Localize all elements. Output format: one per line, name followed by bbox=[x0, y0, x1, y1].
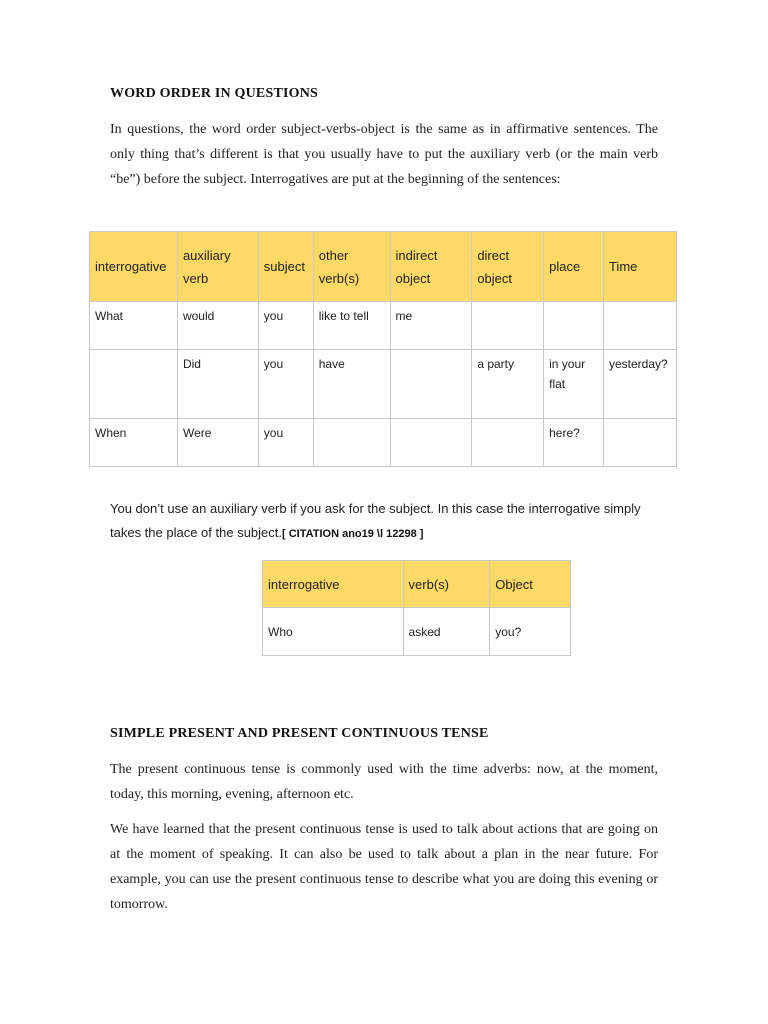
table-cell bbox=[603, 302, 676, 350]
header-indirect-object: indirect object bbox=[390, 232, 472, 302]
table-cell: like to tell bbox=[313, 302, 390, 350]
table-cell: me bbox=[390, 302, 472, 350]
table-cell: have bbox=[313, 350, 390, 419]
intro-paragraph: In questions, the word order subject-verbs-object is the same as in affirmative sentences. The only thing that’s different is that you usually have to put the auxiliary verb (or the main verb “be”) before the subject. Interrogatives are put at the beginning of the sentences: bbox=[110, 122, 658, 187]
table-cell: When bbox=[90, 419, 178, 467]
subject-question-table bbox=[262, 560, 571, 656]
table-cell: Did bbox=[177, 350, 258, 419]
word-order-table bbox=[89, 231, 677, 467]
header-auxiliary-verb: auxiliary verb bbox=[177, 232, 258, 302]
present-continuous-adverbs-paragraph: The present continuous tense is commonly used with the time adverbs: now, at the moment, today, this morning, evening, afternoon etc. bbox=[110, 762, 658, 802]
header-time: Time bbox=[603, 232, 676, 302]
table-cell bbox=[544, 302, 604, 350]
table-cell bbox=[472, 419, 544, 467]
section-heading-present-tenses: SIMPLE PRESENT AND PRESENT CONTINUOUS TENSE bbox=[110, 726, 489, 741]
header-object: Object bbox=[490, 561, 571, 608]
header-other-verbs: other verb(s) bbox=[313, 232, 390, 302]
table-cell: yesterday? bbox=[603, 350, 676, 419]
table-cell: Who bbox=[263, 608, 404, 656]
table-cell: you? bbox=[490, 608, 571, 656]
subject-question-note bbox=[110, 497, 658, 546]
header-direct-object: direct object bbox=[472, 232, 544, 302]
table-cell bbox=[390, 350, 472, 419]
table-row bbox=[90, 419, 677, 467]
table-row bbox=[90, 350, 677, 419]
section-heading-word-order: WORD ORDER IN QUESTIONS bbox=[110, 86, 319, 101]
header-verbs: verb(s) bbox=[403, 561, 490, 608]
present-continuous-usage-paragraph: We have learned that the present continuous tense is used to talk about actions that are going on at the moment of speaking. It can also be used to talk about a plan in the near future. For example, you can use the present continuous tense to describe what you are doing this evening or tomorrow. bbox=[110, 822, 658, 912]
header-interrogative: interrogative bbox=[90, 232, 178, 302]
table-header-row bbox=[263, 561, 571, 608]
table-cell bbox=[603, 419, 676, 467]
table-cell: Were bbox=[177, 419, 258, 467]
table-header-row bbox=[90, 232, 677, 302]
table-cell: would bbox=[177, 302, 258, 350]
table-row bbox=[263, 608, 571, 656]
table-cell: here? bbox=[544, 419, 604, 467]
table-cell bbox=[90, 350, 178, 419]
table-cell: What bbox=[90, 302, 178, 350]
table-cell bbox=[313, 419, 390, 467]
header-place: place bbox=[544, 232, 604, 302]
table-cell: you bbox=[258, 302, 313, 350]
header-interrogative: interrogative bbox=[263, 561, 404, 608]
table-cell: a party bbox=[472, 350, 544, 419]
table-cell: in your flat bbox=[544, 350, 604, 419]
citation-field: [ CITATION ano19 \l 12298 ] bbox=[282, 528, 424, 540]
header-subject: subject bbox=[258, 232, 313, 302]
table-cell bbox=[472, 302, 544, 350]
table-cell: asked bbox=[403, 608, 490, 656]
table-cell bbox=[390, 419, 472, 467]
table-row bbox=[90, 302, 677, 350]
table-cell: you bbox=[258, 350, 313, 419]
table-cell: you bbox=[258, 419, 313, 467]
note-text: You don’t use an auxiliary verb if you ask for the subject. In this case the interrogative simply takes the place of the subject. bbox=[110, 501, 641, 540]
